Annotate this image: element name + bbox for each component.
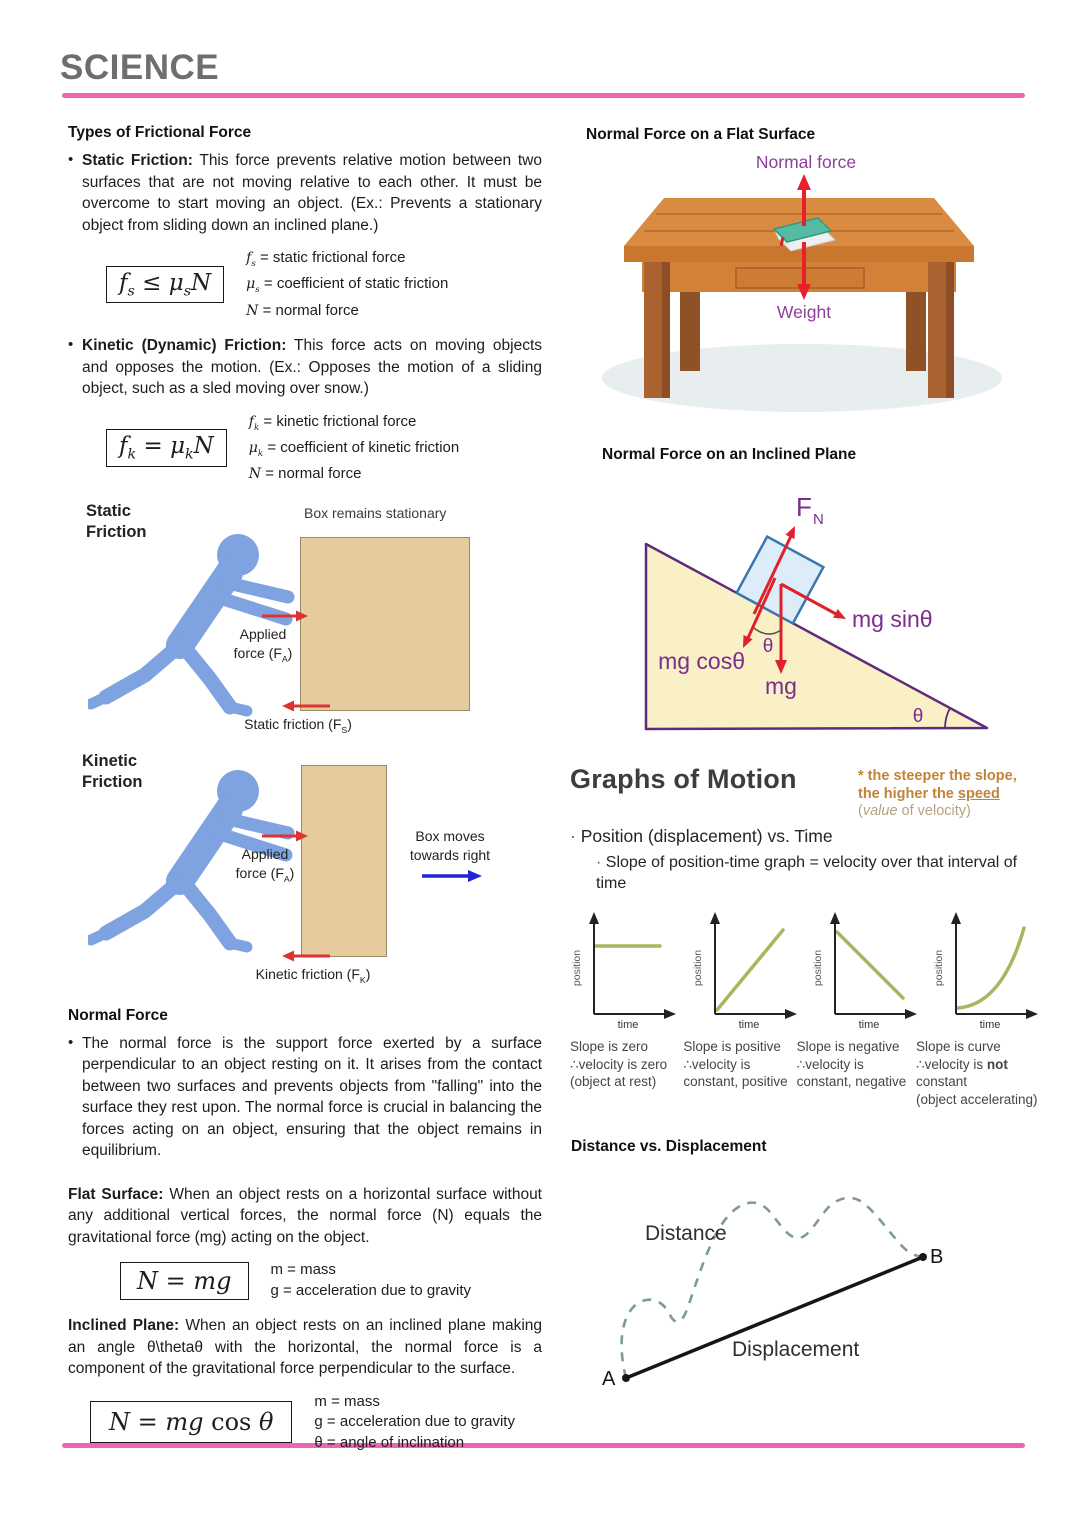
incline-formula-row: [90, 1392, 542, 1454]
legend-line: $\mu_s$ = coefficient of static friction: [246, 275, 449, 296]
static-crate: [300, 537, 470, 711]
page-title: SCIENCE: [60, 48, 220, 87]
slope-meaning-bullet: · Slope of position-time graph = velocity over that interval of time: [596, 853, 1036, 894]
fn-subscript: N: [813, 511, 824, 528]
types-of-frictional-force-heading: Types of Frictional Force: [68, 124, 252, 141]
inclined-plane-illustration: [588, 466, 1040, 748]
distance-vs-displacement-heading: Distance vs. Displacement: [571, 1138, 767, 1155]
kinetic-formula-row: [106, 412, 542, 485]
box-moves-label: Box moves towards right: [409, 827, 491, 863]
normal-force-label: Normal force: [755, 152, 857, 172]
slope-note: [858, 768, 1040, 821]
bullet-icon: •: [68, 336, 74, 354]
mg-label: mg: [765, 673, 797, 699]
caption-slope-negative: Slope is negative ∴velocity is constant, negative: [796, 1039, 907, 1089]
static-friction-figure-title: Static Friction: [86, 501, 147, 541]
flat-formula-legend: [271, 1260, 472, 1301]
legend-line: $f_s$ = static frictional force: [246, 249, 406, 269]
slope-note-line1: * the steeper the slope,: [858, 768, 1017, 784]
slope-note-line2: the higher the speed: [858, 785, 1000, 802]
point-b-label: B: [930, 1246, 944, 1268]
graph-slope-positive: [691, 906, 799, 1032]
flat-surface-paragraph: Flat Surface: When an object rests on a horizontal surface without any additional vertical forces, the normal force (N) equals the gravitational force (mg) acting on the object.: [68, 1185, 542, 1246]
kinetic-friction-bullet: [68, 335, 542, 400]
top-divider: [62, 93, 1025, 98]
kinetic-formula-legend: [249, 412, 459, 485]
kinetic-crate: [301, 765, 387, 957]
legend-line: g = acceleration due to gravity: [270, 1281, 472, 1299]
static-friction-arrow: [280, 699, 332, 713]
x-axis-label: time: [617, 1019, 639, 1031]
caption-slope-zero: Slope is zero ∴velocity is zero (object at rest): [570, 1039, 668, 1089]
applied-force-arrow: [260, 829, 308, 843]
kinetic-friction-formula: $f_k = \mu_kN$: [106, 429, 227, 467]
kinetic-friction-figure-title: Kinetic Friction: [82, 751, 143, 791]
static-formula-row: [106, 248, 542, 321]
displacement-label: Displacement: [732, 1338, 860, 1361]
y-axis-label: position: [932, 949, 945, 987]
flat-surface-figure-heading: Normal Force on a Flat Surface: [586, 126, 816, 143]
caption-slope-curve: Slope is curve ∴velocity is not constant (object accelerating): [915, 1039, 1038, 1107]
graph-slope-negative: [811, 906, 919, 1032]
fn-label: F: [796, 492, 812, 522]
weight-label: Weight: [776, 302, 832, 322]
x-axis-label: time: [738, 1019, 760, 1031]
theta-corner-label: θ: [912, 706, 924, 727]
flat-formula-row: [120, 1260, 542, 1301]
table-illustration: [584, 146, 1034, 438]
right-column: [570, 118, 1040, 1422]
y-axis-label: position: [812, 949, 825, 987]
legend-line: N = normal force: [246, 301, 359, 319]
normal-force-text: The normal force is the support force exerted by a surface perpendicular to an object resting on it. It arises from the contact between two surfaces and prevents objects from "falling" into the surface they rest upon. The normal force is crucial in balancing the forces acting on an object, ensuring that the object remains in equilibrium.: [82, 1034, 542, 1160]
y-axis-label: position: [571, 949, 583, 987]
kinetic-friction-label: Kinetic friction $(F_K)$: [255, 965, 371, 985]
y-axis-label: position: [691, 949, 704, 987]
static-friction-formula: $f_s \le \mu_sN$: [106, 266, 224, 304]
graphs-of-motion-header: [570, 764, 1040, 822]
static-friction-bullet: [68, 150, 542, 236]
graph-slope-curve: [932, 906, 1040, 1032]
static-formula-legend: [246, 248, 448, 321]
caption-slope-positive: Slope is positive ∴velocity is constant, positive: [683, 1039, 788, 1089]
legend-line: $\mu_k$ = coefficient of kinetic friction: [248, 438, 460, 459]
position-vs-time-bullet: · Position (displacement) vs. Time: [570, 826, 1040, 847]
legend-line: g = acceleration due to gravity: [314, 1413, 515, 1431]
x-axis-label: time: [979, 1019, 1001, 1031]
bullet-icon: •: [68, 151, 74, 168]
applied-force-label: Applied force $(F_A)$: [233, 625, 293, 664]
legend-line: $f_k$ = kinetic frictional force: [248, 412, 417, 433]
pushing-person-illustration: [88, 525, 300, 721]
normal-force-heading: Normal Force: [68, 1006, 168, 1024]
box-remains-stationary-label: Box remains stationary: [304, 504, 447, 521]
distance-label: Distance: [645, 1222, 727, 1245]
incline-formula-legend: [314, 1392, 515, 1454]
kinetic-friction-arrow: [280, 949, 332, 963]
point-a-label: A: [602, 1368, 616, 1390]
flat-surface-formula: N = mg: [120, 1262, 249, 1300]
box-moves-arrow: [420, 869, 482, 883]
kinetic-friction-figure: [68, 749, 542, 1001]
distance-displacement-illustration: [570, 1160, 1035, 1422]
inclined-plane-figure-heading: Normal Force on an Inclined Plane: [602, 446, 857, 463]
static-friction-label: Static friction $(F_S)$: [244, 715, 352, 735]
x-axis-label: time: [858, 1019, 880, 1031]
graph-captions: [570, 1038, 1040, 1108]
position-time-graphs: [570, 906, 1040, 1032]
legend-line: m = mass: [270, 1261, 336, 1279]
inclined-plane-formula: N = mg cos θ: [90, 1401, 292, 1443]
static-friction-figure: [68, 499, 542, 747]
inclined-plane-paragraph: Inclined Plane: When an object rests on an inclined plane making an angle θ\thetaθ with the horizontal, the normal force is a component of the gravitational force perpendicular to the surface.: [68, 1317, 543, 1378]
applied-force-arrow: [260, 609, 308, 623]
legend-line: θ = angle of inclination: [314, 1433, 465, 1451]
kinetic-friction-text: Kinetic (Dynamic) Friction: This force acts on moving objects and opposes the motion. (Ex.: Opposes the motion of a sliding object, such as a sled moving over snow.): [82, 337, 543, 398]
static-friction-text: Static Friction: This force prevents relative motion between two surfaces that are not moving relative to each other. It must be overcome to start moving an object. (Ex.: Prevents a stationary object from sliding down an inclined plane.): [82, 152, 542, 234]
mg-sin-label: mg sinθ: [852, 606, 933, 632]
mg-cos-label: mg cosθ: [658, 648, 745, 674]
theta-box-label: θ: [762, 636, 774, 657]
slope-note-line3: (value of velocity): [858, 803, 971, 819]
left-column: [68, 118, 542, 1467]
legend-line: N = normal force: [248, 465, 362, 483]
applied-force-label: Applied force $(F_A)$: [235, 845, 295, 884]
bullet-icon: •: [68, 1033, 74, 1051]
legend-line: m = mass: [314, 1392, 380, 1410]
graphs-of-motion-title: Graphs of Motion: [570, 764, 797, 794]
graph-slope-zero: [570, 906, 678, 1032]
normal-force-bullet: [68, 1033, 542, 1162]
